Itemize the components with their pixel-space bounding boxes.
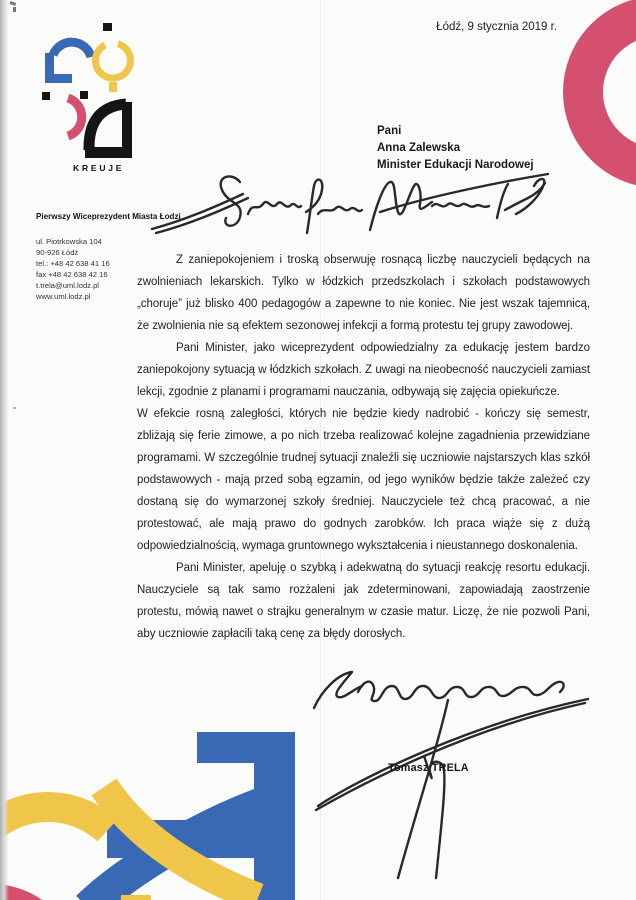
lodz-kreuje-logo [42,23,132,173]
logo-accent-square-left [42,92,50,100]
scan-edge-shadow [0,0,9,900]
sender-role-header: Pierwszy Wiceprezydent Miasta Łodzi [36,212,181,221]
signature-scribble [314,672,588,878]
paragraph-3: W efekcie rosną zaległości, których nie będzie kiedy nadrobić - kończy się semestr, zbliżają się ferie zimowe, a po nich trzeba realizować kolejne zagadnienia przewidziane programami. W szczególnie trudnej sytuacji znaleźli się uczniowie najstarszych klas szkół podstawowych - mają przed sobą egzamin, od jego wyników będzie także zależeć czy dostaną się do wymarzonej szkoły średniej. Nauczyciele też chcą pracować, a nie protestować, ale mają prawo do godnych zarobków. Ich praca wiąże się z dużą odpowiedzialnością, wymaga gruntownego wykształcenia i nieustannego doskonalenia. [137,408,590,552]
logo-letter-d-pink [68,98,82,136]
handwritten-greeting [152,174,548,233]
logo-letter-o-yellow [95,44,130,92]
logo-letter-z-black [85,102,132,158]
paragraph-2: Pani Minister, jako wiceprezydent odpowiedzialny za edukację jestem bardzo zaniepokojony sytuacją w łódzkich szkołach. Z uwagi na nieobecność nauczycieli zamiast lekcji, zgodnie z planami i programami nauczania, odbywają się zajęcia opiekuńcze. [137,342,590,398]
logo-tagline: KREUJE [73,163,125,173]
recipient-block [377,123,534,174]
recipient-name: Anna Zalewska [377,142,461,154]
decorative-logo-fragment-bottom [0,732,295,900]
sender-fax: fax +48 42 638 42 16 [36,269,108,279]
recipient-salutation: Pani [377,125,402,137]
sender-email: t.trela@uml.lodz.pl [36,280,99,290]
scan-specks [10,1,17,409]
decorative-ring-right [583,16,636,168]
paragraph-1: Z zaniepokojeniem i troską obserwuję rosnącą liczbę nauczycieli będących na zwolnieniach lekarskich. Tylko w łódzkich przedszkolach i szkołach podstawowych „choruje” już blisko 400 pedagogów a zapewne to nie koniec. Nie jest wszak tajemnicą, że zwolnienia nie są efektem sezonowej infekcji a formą protestu tej grupy zawodowej. [137,254,590,332]
sender-address-block [36,237,110,302]
recipient-title: Minister Edukacji Narodowej [377,159,534,171]
sender-city: 90-926 Łódź [36,247,79,257]
date-line: Łódź, 9 stycznia 2019 r. [436,21,557,33]
letter-body [137,249,590,645]
logo-letter-l-blue [45,42,91,83]
logo-accent-square-mid [80,91,88,99]
paragraph-4: Pani Minister, apeluję o szybką i adekwatną do sytuacji reakcję resortu edukacji. Nauczyciele są tak samo rozżaleni jak zdeterminowani, zapowiadają zaostrzenie protestu, mówią nawet o strajku generalnym w czasie matur. Liczę, że nie pozwoli Pani, aby uczniowie zapłacili taką cenę za błędy dorosłych. [137,562,590,640]
sender-street: ul. Piotrkowska 104 [36,237,102,246]
signer-name: Tomasz TRELA [388,762,469,774]
sender-phone: tel.: +48 42 638 41 16 [36,258,110,268]
sender-website: www.uml.lodz.pl [36,291,91,301]
decorative-red-corner [0,884,42,900]
